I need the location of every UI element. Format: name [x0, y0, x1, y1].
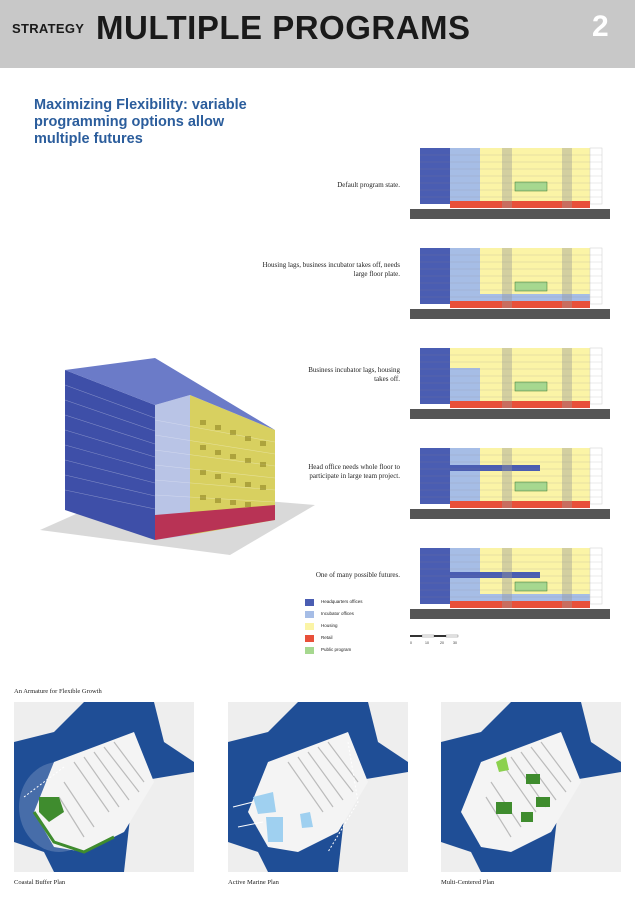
elevation-diagram-5 [410, 545, 610, 620]
scale-bar [410, 633, 460, 649]
elevation-diagram-1 [410, 145, 610, 220]
building-perspective [30, 330, 320, 570]
scale-tick-20: 20 [440, 641, 444, 645]
legend-label: Retail [321, 635, 333, 640]
legend-swatch [305, 611, 314, 618]
site-plan-multi-centered [441, 702, 621, 872]
legend-label: Incubator offices [321, 611, 354, 616]
plan-caption-coastal-buffer: Coastal Buffer Plan [14, 879, 66, 886]
scenario-caption-2: Housing lags, business incubator takes off, needs large floor plate. [262, 261, 400, 278]
scenario-caption-3: Business incubator lags, housing takes off. [308, 366, 400, 383]
header-band [0, 0, 635, 68]
plan-caption-active-marine: Active Marine Plan [228, 879, 279, 886]
legend-item-incubator [305, 610, 415, 620]
site-plan-active-marine [228, 702, 408, 872]
scale-tick-0: 0 [410, 641, 412, 645]
legend-swatch [305, 599, 314, 606]
legend-swatch [305, 647, 314, 654]
scale-tick-30: 30 [453, 641, 457, 645]
legend-swatch [305, 635, 314, 642]
legend-label: Headquarters offices [321, 599, 363, 604]
page-number: 2 [592, 10, 609, 43]
strategy-label: STRATEGY [12, 21, 85, 36]
scale-tick-10: 10 [425, 641, 429, 645]
legend-item-housing [305, 622, 415, 632]
subtitle: Maximizing Flexibility: variable programming options allow multiple futures [34, 97, 247, 147]
legend-swatch [305, 623, 314, 630]
site-plan-coastal-buffer [14, 702, 194, 872]
legend-label: Public program [321, 647, 352, 652]
scenario-caption-4: Head office needs whole floor to participate in large team project. [308, 463, 400, 480]
elevation-diagram-3 [410, 345, 610, 420]
elevation-diagram-2 [410, 245, 610, 320]
elevation-diagram-4 [410, 445, 610, 520]
scenario-caption-5: One of many possible futures. [315, 571, 400, 579]
legend-label: Housing [321, 623, 338, 628]
legend-item-headquarters [305, 598, 415, 608]
legend-item-public [305, 646, 415, 656]
legend-item-retail [305, 634, 415, 644]
scenario-caption-1: Default program state. [337, 181, 400, 189]
page-title: MULTIPLE PROGRAMS [96, 9, 471, 46]
plan-caption-multi-centered: Multi-Centered Plan [441, 879, 495, 886]
armature-title: An Armature for Flexible Growth [14, 688, 102, 695]
